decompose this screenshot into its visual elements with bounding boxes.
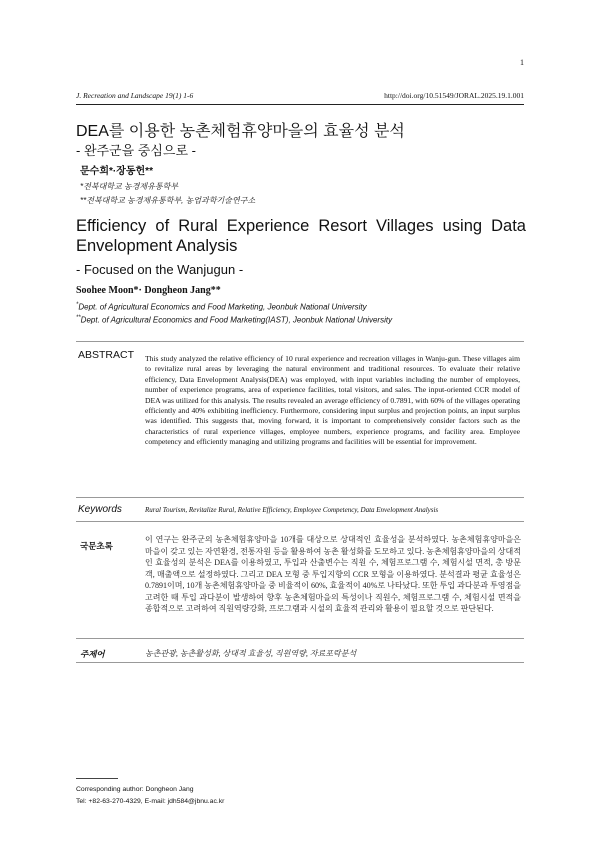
korean-authors: 문수희*·장동헌**: [80, 166, 153, 177]
abstract-label: ABSTRACT: [78, 349, 135, 361]
english-affiliation-2: [76, 315, 392, 325]
journal-citation: [76, 91, 193, 100]
affiliation-text: Dept. of Agricultural Economics and Food Marketing(IAST), Jeonbuk National University: [80, 315, 393, 325]
english-title: Efficiency of Rural Experience Resort Villages using Data Envelopment Analysis: [76, 217, 526, 255]
abstract-top-divider: [76, 341, 524, 342]
footnote-divider: [76, 778, 118, 779]
english-affiliation-1: [76, 302, 367, 312]
keywords-text: Rural Tourism, Revitalize Rural, Relative Efficiency, Employee Competency, Data Envelopment Analysis: [145, 506, 439, 514]
english-subtitle: - Focused on the Wanjugun -: [76, 262, 244, 277]
journal-name: J. Recreation and Landscape: [76, 91, 164, 100]
header-divider: [76, 104, 524, 105]
korean-keywords-label: 주제어: [80, 649, 105, 659]
page-number: 1: [520, 58, 524, 67]
abstract-bottom-divider: [76, 497, 524, 498]
korean-abstract-label: 국문초록: [80, 541, 113, 551]
korean-title: DEA를 이용한 농촌체험휴양마을의 효율성 분석: [76, 123, 405, 140]
keywords-label: Keywords: [78, 504, 122, 515]
korean-subtitle: - 완주군을 중심으로 -: [76, 143, 196, 158]
footnote-corresponding-author: Corresponding author: Dongheon Jang: [76, 786, 194, 793]
affiliation-mark: **: [76, 315, 81, 321]
footnote-contact: Tel: +82-63-270-4329, E-mail: jdh584@jbnu.ac.kr: [76, 798, 225, 805]
affiliation-mark: *: [76, 302, 79, 308]
journal-volume: 19(1) 1-6: [165, 91, 194, 100]
journal-header: [76, 91, 524, 103]
korean-abstract-bottom-divider: [76, 638, 524, 639]
doi-link[interactable]: http://doi.org/10.51549/JORAL.2025.19.1.001: [384, 91, 524, 100]
korean-abstract-text: 이 연구는 완주군의 농촌체험휴양마을 10개를 대상으로 상대적인 효율성을 분석하였다. 농촌체험휴양마을은 마을이 갖고 있는 자연환경, 전통자원 등을 활용하여 농촌 활성화를 도모하고 있다. 농촌체험휴양마을의 상대적인 효율성의 분석은 DEA를 이용하였고, 투입과 산출변수는 직원 수, 체험프로그램 수, 체험시설 면적, 총 방문객, 매출액으로 설정하였다. 그리고 DEA 모형 중 투입지향의 CCR 모형을 이용하였다. 분석결과 평균 효율성은 0.7891이며, 10개 농촌체험휴양마을 중 비율적이 60%, 효율적이 40%로 나타났다. 또한 투입 과다분과 투영점을 고려한 때 투입 과다분이 발생하여 향후 농촌체험마을의 특성이나 직원수, 체험프로그램 수, 체험시설 면적을 종합적으로 고려하여 직원역량강화, 프로그램과 시설의 효율적 관리와 활용이 필요할 것으로 판단된다.: [145, 535, 521, 613]
korean-keywords-text: 농촌관광, 농촌활성화, 상대적 효율성, 직원역량, 자료포락분석: [145, 649, 357, 658]
english-authors: Soohee Moon*· Dongheon Jang**: [76, 285, 221, 296]
korean-affiliation-1: *전북대학교 농경제유통학부: [80, 182, 179, 191]
korean-keywords-bottom-divider: [76, 662, 524, 663]
affiliation-text: Dept. of Agricultural Economics and Food Marketing, Jeonbuk National University: [78, 302, 367, 312]
korean-affiliation-2: **전북대학교 농경제유통학부, 농업과학기술연구소: [80, 196, 256, 205]
keywords-bottom-divider: [76, 521, 524, 522]
abstract-text: This study analyzed the relative efficiency of 10 rural experience and recreation villages in Wanju-gun. These villages aim to revitalize rural areas by leveraging the natural environment and traditional resources. To evaluate their relative efficiency, Data Envelopment Analysis(DEA) was employed, with input variables including the number of employees, number of experience programs, area of experience facilities, total visitors, and sales. The input-oriented CCR model of DEA was utilized for this analysis. The results revealed an average efficiency of 0.7891, with 60% of the villages operating efficiently and 40% exhibiting inefficiency. Furthermore, considering input surplus and projection points, an input surplus was identified. This suggests that, moving forward, it is important to comprehensively consider factors such as the characteristics of rural experience villages, employee numbers, experience programs, and facility area. Employee competency and efficiently managing and utilizing programs and facilities will be essential for improvement.: [145, 354, 520, 447]
